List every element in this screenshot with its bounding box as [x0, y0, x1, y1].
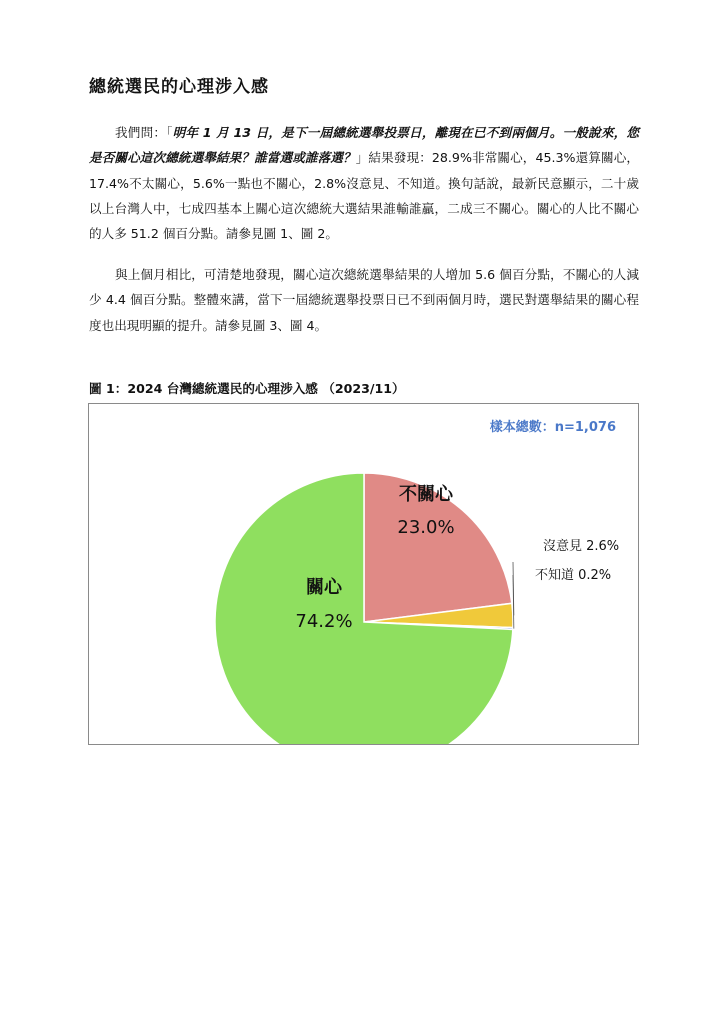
survey-question: 明年 1 月 13 日，是下一屆總統選舉投票日，離現在已不到兩個月。一般說來，您是否關心這次總統選舉結果？誰當選或誰落選？	[89, 125, 640, 166]
section-heading: 總統選民的心理涉入感	[89, 77, 269, 97]
sample-size-note: 樣本總數：n=1,076	[489, 420, 616, 435]
paragraph-2: 與上個月相比，可清楚地發現，關心這次總統選舉結果的人增加 5.6 個百分點，不關心的人減少 4.4 個百分點。整體來講，當下一屆總統選舉投票日已不到兩個月時，選民對選舉結果的關心程度也出現明顯的提升。請參見圖 3、圖 4。	[89, 267, 639, 333]
slice-label-2: 不知道 0.2%	[535, 568, 612, 583]
slice-value-3: 74.2%	[295, 611, 353, 632]
slice-label-3: 關心	[306, 577, 342, 598]
paragraph-1-lead: 我們問：「	[115, 125, 173, 140]
slice-label-0: 不關心	[399, 484, 453, 505]
slice-value-0: 23.0%	[397, 517, 455, 538]
chart-frame	[88, 403, 639, 745]
paragraph-1-findings: 」結果發現：28.9%非常關心，45.3%還算關心，17.4%不太關心，5.6%一點也不關心，2.8%沒意見、不知道。換句話說，最新民意顯示，二十歲以上台灣人中，七成四基本上關心這次總統大選結果誰輸誰贏，二成三不關心。關心的人比不關心的人多 51.2 個百分點。請參見圖 1、圖 2。	[89, 150, 640, 242]
figure-caption: 圖 1：2024 台灣總統選民的心理涉入感 （2023/11）	[89, 381, 405, 396]
slice-label-1: 沒意見 2.6%	[543, 539, 620, 554]
pie-chart	[89, 404, 638, 744]
paragraph-1	[89, 120, 639, 246]
